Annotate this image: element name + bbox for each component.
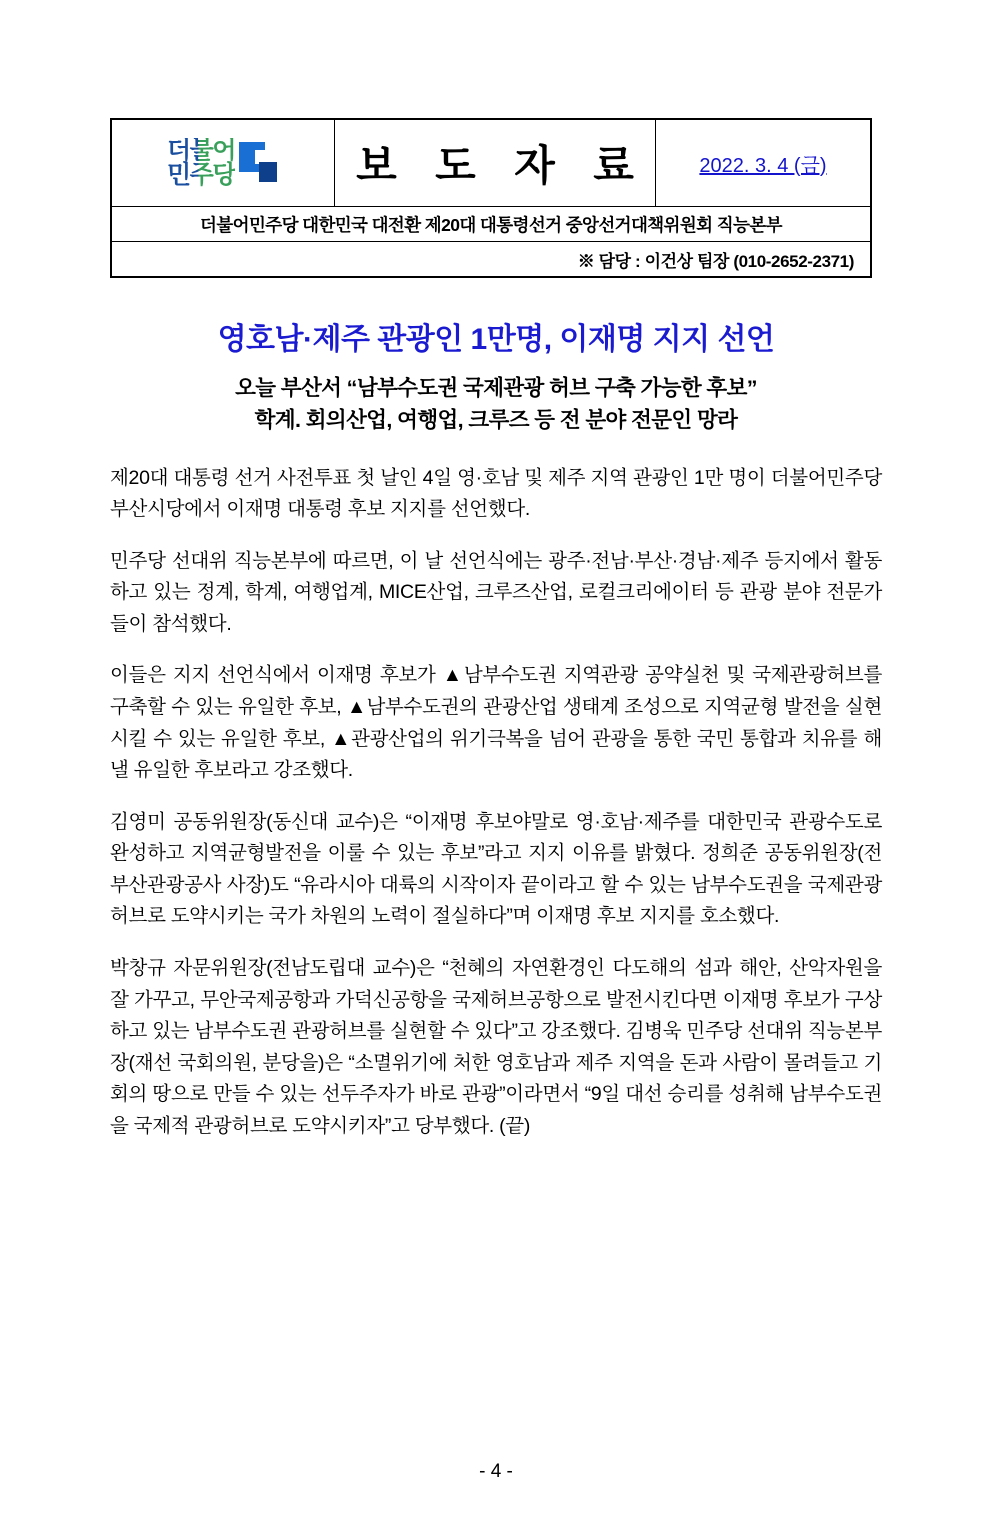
contact-line: ※ 담당 : 이건상 팀장 (010-2652-2371) — [111, 242, 871, 278]
press-release-header-table — [110, 118, 872, 278]
party-logo-cell — [111, 119, 335, 207]
article-subheadline-line1: 오늘 부산서 “남부수도권 국제관광 허브 구축 가능한 후보” — [235, 376, 757, 400]
organization-line: 더불어민주당 대한민국 대전환 제20대 대통령선거 중앙선거대책위원회 직능본부 — [111, 207, 871, 242]
article-subheadline — [110, 372, 882, 437]
party-logo — [112, 120, 334, 206]
document-title: 보 도 자 료 — [356, 144, 648, 190]
document-page — [0, 118, 992, 1521]
header-top-row — [111, 119, 871, 207]
header-contact-row — [111, 242, 871, 278]
party-logo-mark-icon — [239, 142, 279, 184]
article-subheadline-line2: 학계. 회의산업, 여행업, 크루즈 등 전 분야 전문인 망라 — [254, 408, 738, 433]
document-date-cell — [656, 119, 872, 207]
party-logo-text-line1: 더불어 — [167, 136, 235, 164]
party-logo-text — [167, 138, 235, 188]
article-paragraph: 김영미 공동위원장(동신대 교수)은 “이재명 후보야말로 영·호남·제주를 대한민국 관광수도로 완성하고 지역균형발전을 이룰 수 있는 후보”라고 지지 이유를 밝혔다. 정희준 공동위원장(전 부산관광공사 사장)도 “유라시아 대륙의 시작이자 끝이라고 할 수 있는 남부수도권을 국제관광허브로 도약시키는 국가 차원의 노력이 절실하다”며 이재명 후보 지지를 호소했다. — [110, 810, 882, 928]
document-title-cell — [335, 119, 656, 207]
party-logo-text-line2: 민주당 — [167, 161, 235, 189]
header-org-row — [111, 207, 871, 242]
article-paragraph: 민주당 선대위 직능본부에 따르면, 이 날 선언식에는 광주·전남·부산·경남·제주 등지에서 활동하고 있는 정계, 학계, 여행업계, MICE산업, 크루즈산업, 로컬크리에이터 등 관광 분야 전문가들이 참석했다. — [110, 549, 882, 635]
article-headline: 영호남·제주 관광인 1만명, 이재명 지지 선언 — [217, 323, 775, 356]
article-paragraph: 제20대 대통령 선거 사전투표 첫 날인 4일 영·호남 및 제주 지역 관광인 1만 명이 더불어민주당 부산시당에서 이재명 대통령 후보 지지를 선언했다. — [110, 466, 882, 521]
article-paragraph: 박창규 자문위원장(전남도립대 교수)은 “천혜의 자연환경인 다도해의 섬과 해안, 산악자원을 잘 가꾸고, 무안국제공항과 가덕신공항을 국제허브공항으로 발전시킨다면 이재명 후보가 구상하고 있는 남부수도권 관광허브를 실현할 수 있다”고 강조했다. 김병욱 민주당 선대위 직능본부장(재선 국회의원, 분당을)은 “소멸위기에 처한 영호남과 제주 지역을 돈과 사람이 몰려들고 기회의 땅으로 만들 수 있는 선두주자가 바로 관광”이라면서 “9일 대선 승리를 성취해 남부수도권을 국제적 관광허브로 도약시키자”고 당부했다. (끝) — [110, 957, 883, 1137]
page-number: - 4 - — [479, 1461, 513, 1482]
document-date: 2022. 3. 4 (금) — [699, 154, 827, 177]
article-paragraph: 이들은 지지 선언식에서 이재명 후보가 ▲남부수도권 지역관광 공약실천 및 국제관광허브를 구축할 수 있는 유일한 후보, ▲남부수도권의 관광산업 생태계 조성으로 지역균형 발전을 실현시킬 수 있는 유일한 후보, ▲관광산업의 위기극복을 넘어 관광을 통한 국민 통합과 치유를 해낼 유일한 후보라고 강조했다. — [110, 664, 882, 782]
article-body — [110, 463, 882, 1143]
